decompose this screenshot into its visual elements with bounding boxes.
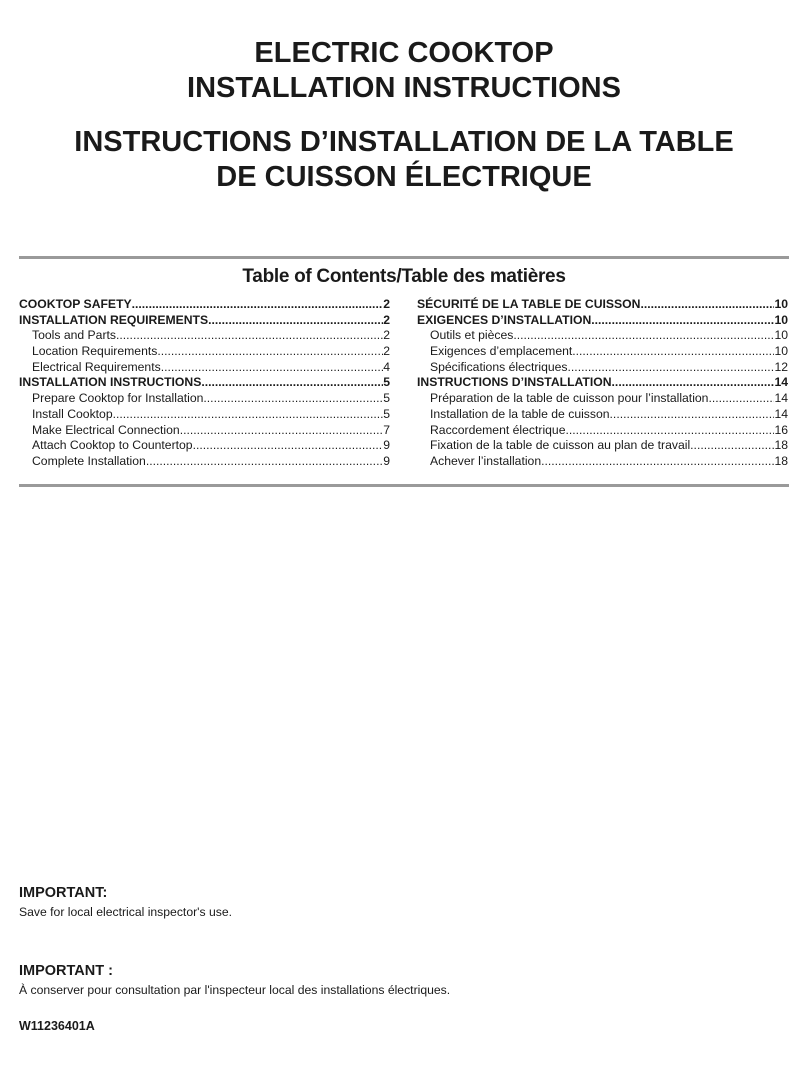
toc-entry[interactable]: [19, 297, 390, 313]
title-french-line-1: INSTRUCTIONS D’INSTALLATION DE LA TABLE: [74, 126, 734, 158]
toc-dot-leader: [193, 438, 384, 454]
title-english-line-1: ELECTRIC COOKTOP: [254, 37, 554, 69]
toc-entry-label: Fixation de la table de cuisson au plan de travail: [430, 438, 691, 453]
title-french-line-2: DE CUISSON ÉLECTRIQUE: [216, 161, 592, 193]
toc-entry-label: Installation de la table de cuisson: [430, 406, 610, 421]
toc-entry-page: 10: [774, 344, 788, 359]
title-english-line-2: INSTALLATION INSTRUCTIONS: [187, 72, 621, 104]
toc-entry-page: 4: [383, 359, 390, 374]
toc-dot-leader: [161, 360, 384, 376]
toc-entry-label: Raccordement électrique: [430, 422, 566, 437]
toc-dot-leader: [572, 344, 774, 360]
title-english: [0, 36, 808, 106]
toc-english-column: [19, 297, 390, 470]
toc-entry-page: 18: [774, 438, 788, 453]
toc-dot-leader: [116, 328, 383, 344]
toc-entry-page: 9: [383, 438, 390, 453]
toc-entry-page: 9: [383, 453, 390, 468]
toc-entry[interactable]: [19, 454, 390, 470]
toc-entry-page: 12: [774, 359, 788, 374]
important-text-english: Save for local electrical inspector's use.: [19, 905, 232, 919]
toc-entry-label: INSTALLATION INSTRUCTIONS: [19, 375, 202, 390]
toc-dot-leader: [640, 297, 774, 313]
toc-entry[interactable]: [417, 297, 788, 313]
important-title-english: IMPORTANT:: [19, 885, 108, 901]
toc-entry-page: 7: [383, 422, 390, 437]
toc-entry[interactable]: [417, 423, 788, 439]
toc-entry[interactable]: [19, 407, 390, 423]
toc-entry[interactable]: [19, 438, 390, 454]
toc-dot-leader: [612, 375, 775, 391]
toc-entry-page: 10: [774, 312, 788, 327]
toc-dot-leader: [157, 344, 383, 360]
toc-entry-label: Attach Cooktop to Countertop: [32, 438, 193, 453]
toc-dot-leader: [201, 375, 383, 391]
toc-entry-label: EXIGENCES D’INSTALLATION: [417, 312, 592, 327]
toc-dot-leader: [568, 360, 775, 376]
toc-entry[interactable]: [417, 375, 788, 391]
toc-entry-label: Exigences d’emplacement: [430, 344, 573, 359]
toc-dot-leader: [113, 407, 384, 423]
toc-dot-leader: [690, 438, 774, 454]
toc-entry-label: SÉCURITÉ DE LA TABLE DE CUISSON: [417, 297, 641, 311]
toc-entry-page: 5: [383, 406, 390, 421]
toc-entry[interactable]: [417, 454, 788, 470]
toc-dot-leader: [208, 313, 383, 329]
toc-entry-page: 2: [383, 328, 390, 343]
toc-entry-page: 14: [774, 406, 788, 421]
important-title-french: IMPORTANT :: [19, 963, 113, 979]
toc-dot-leader: [203, 391, 383, 407]
toc-entry-page: 14: [774, 375, 788, 390]
toc-entry[interactable]: [417, 360, 788, 376]
toc-entry[interactable]: [417, 438, 788, 454]
toc-entry-label: INSTALLATION REQUIREMENTS: [19, 312, 209, 327]
toc-entry-label: Préparation de la table de cuisson pour l’installation: [430, 391, 709, 406]
document-code: W11236401A: [19, 1019, 95, 1033]
toc-entry-label: Outils et pièces: [430, 328, 514, 343]
toc-dot-leader: [513, 328, 774, 344]
toc-entry[interactable]: [19, 344, 390, 360]
toc-entry-page: 2: [383, 344, 390, 359]
toc-entry-label: Make Electrical Connection: [32, 422, 180, 437]
toc-entry-label: Electrical Requirements: [32, 359, 161, 374]
toc-dot-leader: [132, 297, 384, 313]
toc-heading: Table of Contents/Table des matières: [242, 266, 566, 287]
toc-entry-label: INSTRUCTIONS D’INSTALLATION: [417, 375, 612, 390]
toc-entry-label: COOKTOP SAFETY: [19, 297, 132, 311]
toc-entry-page: 5: [383, 375, 390, 390]
toc-french-column: [417, 297, 788, 470]
toc-entry-label: Tools and Parts: [32, 328, 117, 343]
toc-entry-page: 16: [774, 422, 788, 437]
top-divider: [19, 256, 789, 259]
toc-entry[interactable]: [19, 328, 390, 344]
toc-entry-page: 14: [774, 391, 788, 406]
toc-entry-label: Achever l’installation: [430, 453, 542, 468]
toc-dot-leader: [591, 313, 774, 329]
toc-dot-leader: [610, 407, 775, 423]
toc-entry[interactable]: [417, 313, 788, 329]
toc-dot-leader: [708, 391, 774, 407]
toc-entry[interactable]: [417, 391, 788, 407]
toc-entry-page: 2: [383, 297, 390, 311]
toc-entry-page: 18: [774, 453, 788, 468]
toc-entry-page: 10: [774, 328, 788, 343]
toc-dot-leader: [180, 423, 384, 439]
toc-entry-label: Spécifications électriques: [430, 359, 568, 374]
toc-dot-leader: [146, 454, 383, 470]
toc-entry-label: Location Requirements: [32, 344, 158, 359]
toc-entry[interactable]: [417, 344, 788, 360]
toc-entry[interactable]: [19, 313, 390, 329]
toc-entry-label: Install Cooktop: [32, 406, 113, 421]
title-french: [0, 125, 808, 195]
toc-entry[interactable]: [19, 391, 390, 407]
toc-entry[interactable]: [19, 375, 390, 391]
toc-entry-page: 5: [383, 391, 390, 406]
toc-entry[interactable]: [417, 407, 788, 423]
toc-dot-leader: [566, 423, 775, 439]
important-text-french: À conserver pour consultation par l'inspecteur local des installations électriques.: [19, 983, 451, 997]
toc-dot-leader: [541, 454, 774, 470]
toc-entry-label: Prepare Cooktop for Installation: [32, 391, 204, 406]
toc-entry[interactable]: [417, 328, 788, 344]
toc-entry-page: 10: [774, 297, 788, 311]
toc-entry[interactable]: [19, 360, 390, 376]
toc-entry[interactable]: [19, 423, 390, 439]
toc-entry-label: Complete Installation: [32, 453, 146, 468]
toc-entry-page: 2: [383, 312, 390, 327]
bottom-divider: [19, 484, 789, 487]
